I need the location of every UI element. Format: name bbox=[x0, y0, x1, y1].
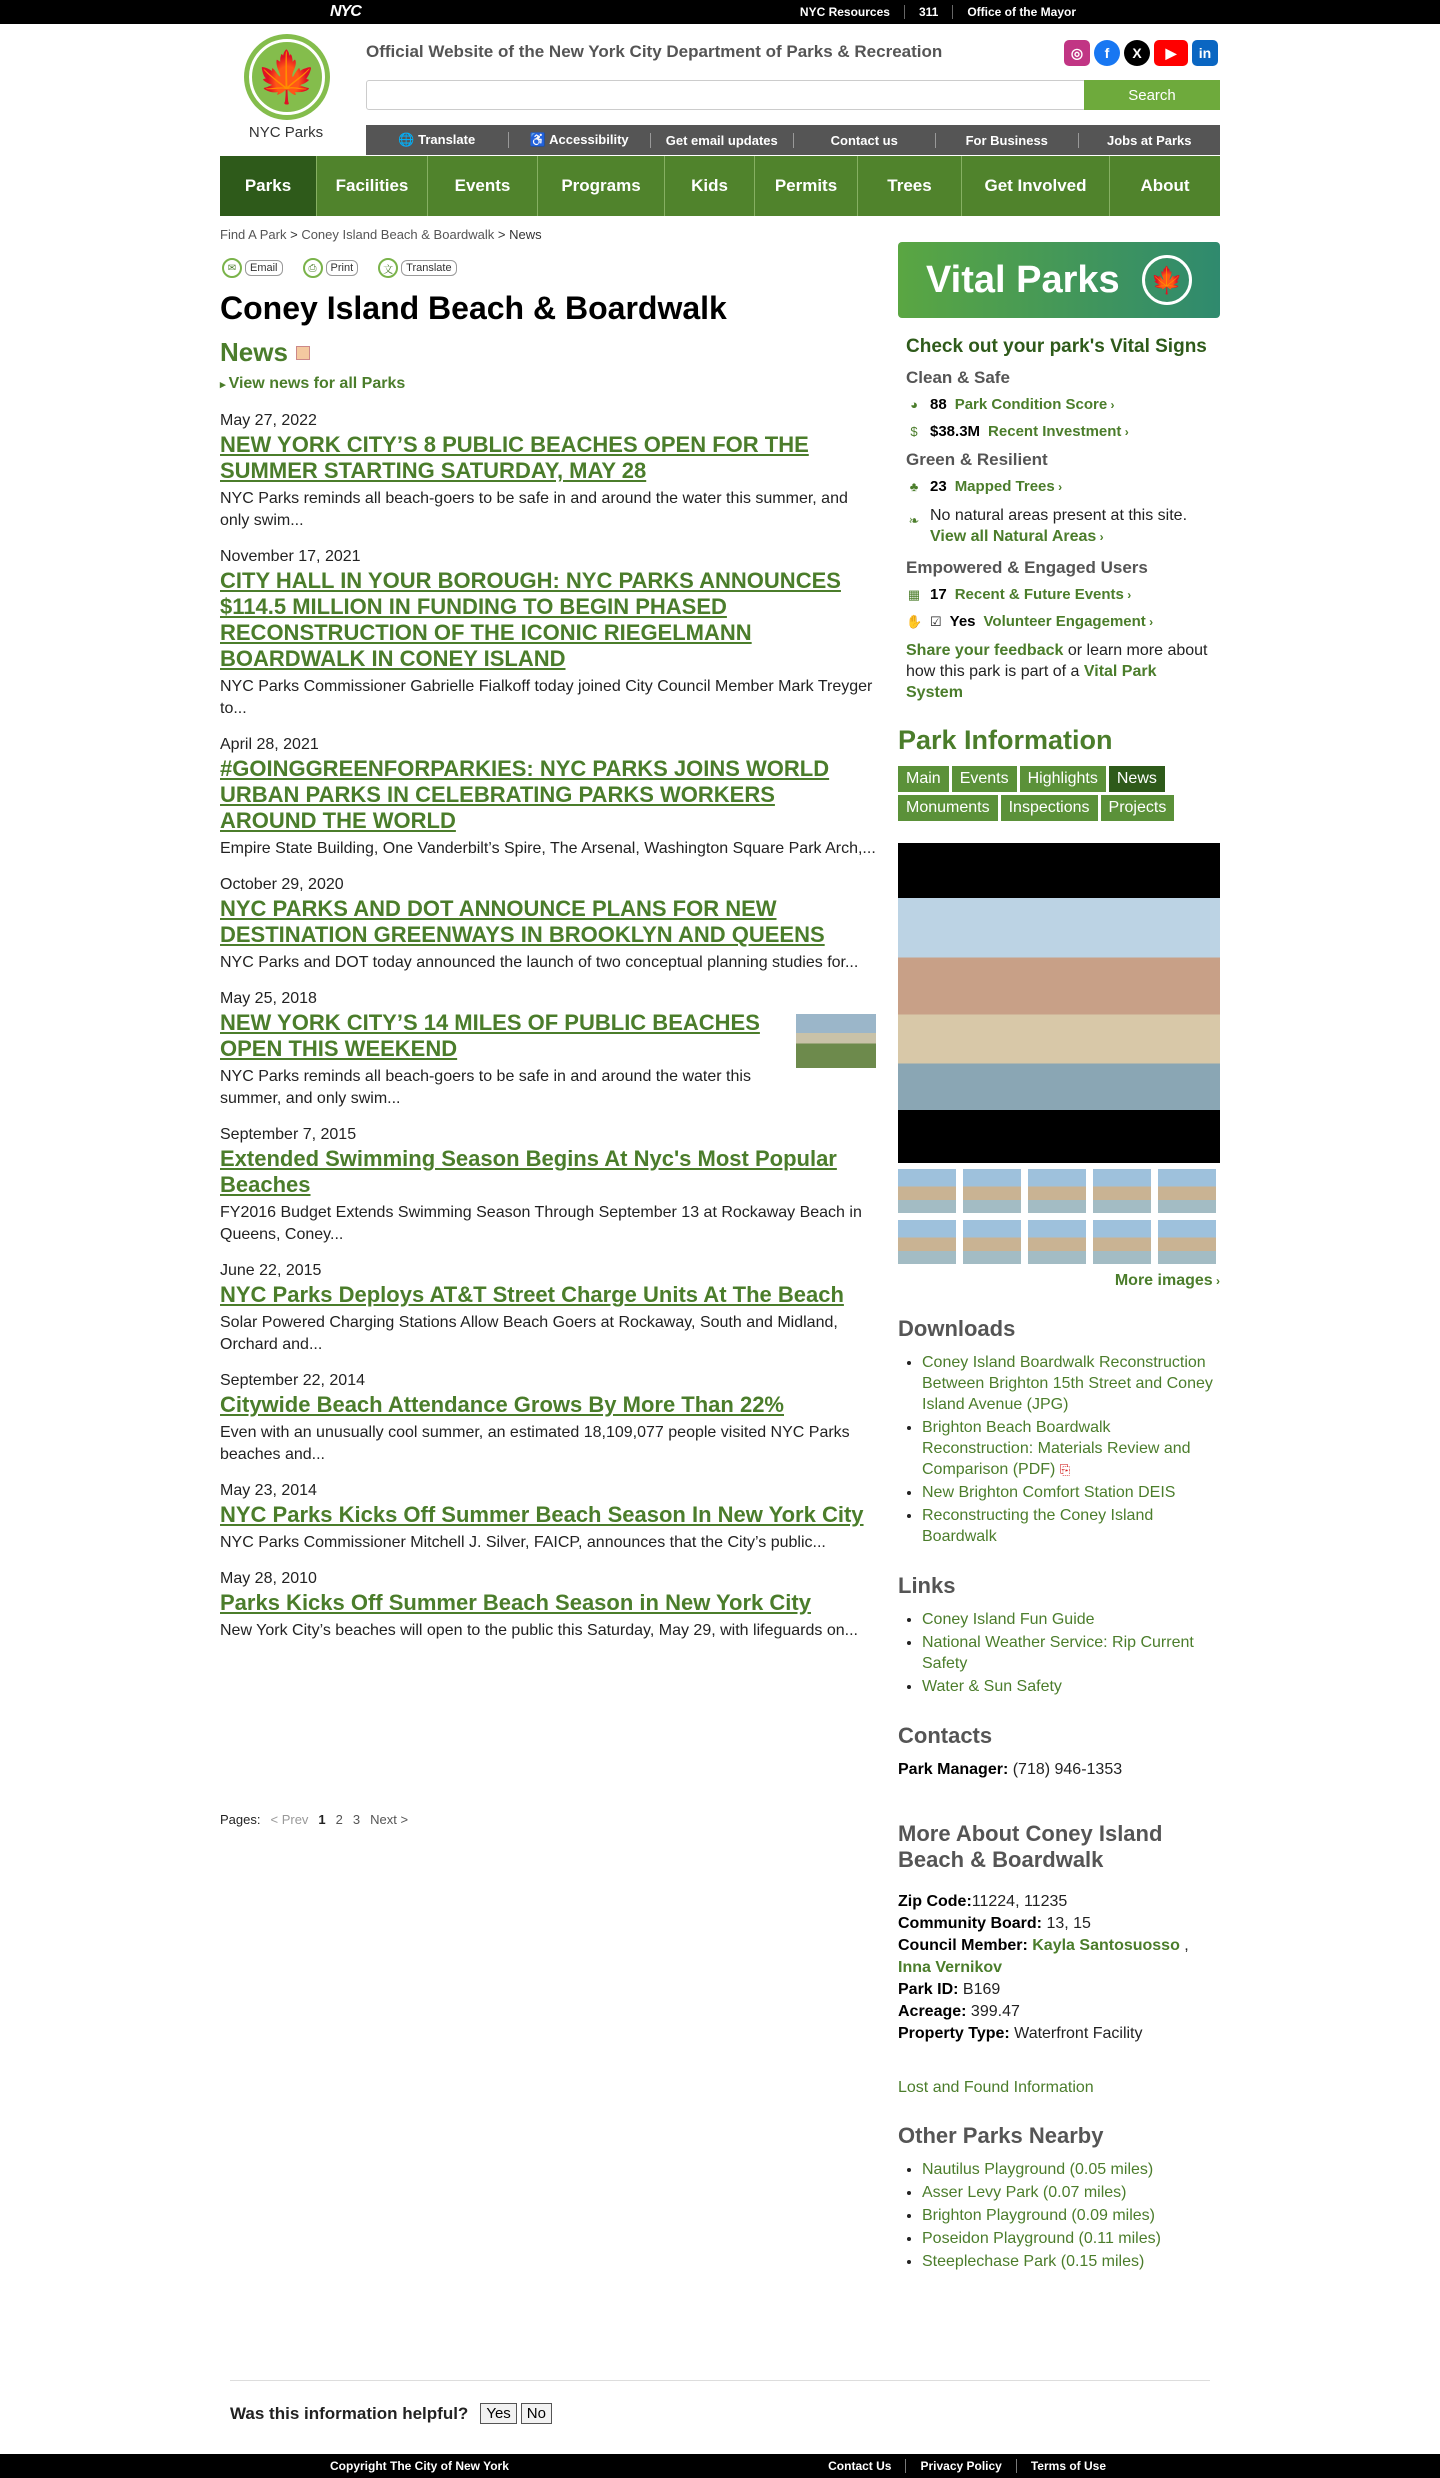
pager-label: Pages: bbox=[220, 1812, 261, 1827]
list-item bbox=[922, 1632, 1220, 1674]
util-jobs[interactable]: Jobs at Parks bbox=[1078, 133, 1221, 148]
tab-monuments[interactable]: Monuments bbox=[898, 795, 998, 821]
util-business[interactable]: For Business bbox=[935, 133, 1078, 148]
nav-permits[interactable]: Permits bbox=[755, 156, 858, 216]
park-details bbox=[898, 1891, 1220, 2045]
lost-found bbox=[898, 2079, 1220, 2097]
nav-get-involved[interactable]: Get Involved bbox=[962, 156, 1110, 216]
thumbnail[interactable] bbox=[1028, 1220, 1086, 1264]
thumbnail[interactable] bbox=[1028, 1169, 1086, 1213]
translate-tool[interactable] bbox=[378, 258, 456, 278]
site-title: Official Website of the New York City Department of Parks & Recreation bbox=[366, 42, 943, 61]
money-icon: $ bbox=[910, 423, 918, 439]
news-item bbox=[220, 1126, 876, 1246]
download-link[interactable]: Brighton Beach Boardwalk Reconstruction: Materials Review and Comparison (PDF) bbox=[922, 1419, 1191, 1478]
page-tools bbox=[222, 258, 457, 278]
feedback-text: or learn more about how this park is part of a bbox=[906, 642, 1208, 680]
condition-row bbox=[906, 396, 1212, 413]
news-description: FY2016 Budget Extends Swimming Season Through September 13 at Rockaway Beach in Queens, Coney... bbox=[220, 1204, 862, 1243]
print-icon: ⎙ bbox=[303, 258, 323, 278]
pager-page-1: 1 bbox=[318, 1812, 326, 1827]
news-title-link[interactable]: Extended Swimming Season Begins At Nyc's Most Popular Beaches bbox=[220, 1146, 837, 1197]
translate-icon: 🌐 bbox=[398, 132, 415, 147]
links-list bbox=[898, 1609, 1220, 1697]
more-images bbox=[898, 1272, 1220, 1290]
vital-parks-banner[interactable] bbox=[898, 242, 1220, 318]
list-item bbox=[922, 2182, 1220, 2203]
news-date: September 7, 2015 bbox=[220, 1126, 357, 1143]
links-heading: Links bbox=[898, 1573, 956, 1598]
list-item bbox=[922, 1609, 1220, 1630]
acreage-row bbox=[898, 2001, 1220, 2023]
nav-facilities[interactable]: Facilities bbox=[317, 156, 428, 216]
downloads-heading: Downloads bbox=[898, 1316, 1016, 1341]
vital-signs-heading: Check out your park's Vital Signs bbox=[906, 336, 1207, 357]
news-date: June 22, 2015 bbox=[220, 1262, 322, 1279]
nearby-park-link[interactable]: Brighton Playground (0.09 miles) bbox=[922, 2207, 1156, 2224]
footer-contact[interactable]: Contact Us bbox=[828, 2459, 892, 2473]
pager-page-2[interactable]: 2 bbox=[335, 1812, 343, 1827]
rss-icon[interactable] bbox=[296, 346, 310, 360]
nav-kids[interactable]: Kids bbox=[665, 156, 755, 216]
events-link[interactable]: Recent & Future Events › bbox=[955, 586, 1132, 603]
news-description: Even with an unusually cool summer, an estimated 18,109,077 people visited NYC Parks beaches and... bbox=[220, 1424, 850, 1463]
search-button[interactable]: Search bbox=[1084, 80, 1220, 110]
helpful-yes-button[interactable]: Yes bbox=[480, 2403, 516, 2424]
news-title-link[interactable]: NYC Parks Kicks Off Summer Beach Season In New York City bbox=[220, 1502, 864, 1527]
top-links bbox=[786, 0, 1090, 24]
list-item bbox=[922, 2205, 1220, 2226]
checkbox-icon: ☑ bbox=[930, 613, 942, 629]
breadcrumb-park[interactable]: Coney Island Beach & Boardwalk bbox=[301, 227, 495, 242]
engaged-heading: Empowered & Engaged Users bbox=[906, 558, 1148, 577]
news-description: NYC Parks reminds all beach-goers to be safe in and around the water this summer, and only swim... bbox=[220, 490, 848, 529]
pdf-icon: ⎘ bbox=[1059, 1462, 1071, 1477]
news-item bbox=[220, 736, 876, 860]
trees-row bbox=[906, 478, 1212, 495]
natural-areas-link[interactable]: View all Natural Areas › bbox=[930, 528, 1104, 545]
tab-news[interactable]: News bbox=[1109, 766, 1165, 792]
investment-value: $38.3M bbox=[930, 423, 981, 440]
logo-text[interactable]: NYC Parks bbox=[248, 124, 324, 141]
downloads-list bbox=[898, 1352, 1220, 1547]
trees-link[interactable]: Mapped Trees › bbox=[955, 478, 1062, 495]
thumbnail[interactable] bbox=[898, 1220, 956, 1264]
news-date: November 17, 2021 bbox=[220, 548, 361, 565]
list-item bbox=[922, 2159, 1220, 2180]
news-date: October 29, 2020 bbox=[220, 876, 344, 893]
acreage-value: 399.47 bbox=[966, 2003, 1020, 2020]
park-info-heading: Park Information bbox=[898, 725, 1113, 755]
volunteer-link[interactable]: Volunteer Engagement › bbox=[984, 613, 1154, 630]
condition-link[interactable]: Park Condition Score › bbox=[955, 396, 1115, 413]
news-description: NYC Parks reminds all beach-goers to be safe in and around the water this summer, and only swim... bbox=[220, 1068, 751, 1107]
calendar-icon: ▦ bbox=[907, 586, 921, 602]
park-manager-label: Park Manager: bbox=[898, 1761, 1009, 1778]
cb-label: Community Board: bbox=[898, 1915, 1042, 1932]
more-images-link[interactable]: More images › bbox=[1115, 1272, 1220, 1289]
thumbnail[interactable] bbox=[963, 1169, 1021, 1213]
pager-next[interactable]: Next > bbox=[370, 1812, 409, 1827]
helpful-feedback bbox=[230, 2380, 1210, 2424]
instagram-icon[interactable]: ◎ bbox=[1064, 40, 1090, 66]
print-tool[interactable] bbox=[303, 258, 359, 278]
news-item bbox=[220, 1262, 876, 1356]
lost-found-link[interactable]: Lost and Found Information bbox=[898, 2079, 1094, 2096]
facebook-icon[interactable]: f bbox=[1094, 40, 1120, 66]
thumbnail[interactable] bbox=[1158, 1169, 1216, 1213]
news-item bbox=[220, 412, 876, 532]
zip-value: 11224, 11235 bbox=[971, 1893, 1068, 1910]
council-label: Council Member: bbox=[898, 1937, 1028, 1954]
sidebar bbox=[898, 242, 1220, 2274]
list-item bbox=[922, 1482, 1220, 1503]
footer-links bbox=[814, 2454, 1120, 2478]
clean-safe-heading: Clean & Safe bbox=[906, 368, 1010, 387]
vital-feedback bbox=[906, 640, 1212, 703]
news-item bbox=[220, 1372, 876, 1466]
image-slideshow[interactable] bbox=[898, 843, 1220, 1163]
nearby-park-link[interactable]: Nautilus Playground (0.05 miles) bbox=[922, 2161, 1154, 2178]
gauge-icon: ◕ bbox=[910, 396, 918, 412]
list-item bbox=[922, 2251, 1220, 2272]
council-sep: , bbox=[1179, 1937, 1189, 1954]
download-link[interactable]: New Brighton Comfort Station DEIS bbox=[922, 1484, 1176, 1501]
news-list bbox=[220, 412, 876, 1658]
news-description: Solar Powered Charging Stations Allow Beach Goers at Rockaway, South and Midland, Orchard and... bbox=[220, 1314, 838, 1353]
top-bar bbox=[0, 0, 1440, 24]
tab-events[interactable]: Events bbox=[952, 766, 1017, 792]
image-thumbnails bbox=[898, 1169, 1220, 1264]
footer bbox=[0, 2454, 1440, 2478]
news-heading bbox=[220, 337, 310, 368]
breadcrumb-current: News bbox=[509, 227, 542, 242]
more-about-heading: More About Coney Island Beach & Boardwalk bbox=[898, 1821, 1163, 1872]
investment-link[interactable]: Recent Investment › bbox=[988, 423, 1129, 440]
news-title-link[interactable]: Parks Kicks Off Summer Beach Season in New York City bbox=[220, 1590, 811, 1615]
linkedin-icon[interactable]: in bbox=[1192, 40, 1218, 66]
footer-terms[interactable]: Terms of Use bbox=[1016, 2459, 1120, 2473]
util-accessibility[interactable] bbox=[508, 132, 651, 148]
council-member-link[interactable]: Inna Vernikov bbox=[898, 1959, 1003, 1976]
search-input[interactable] bbox=[366, 80, 1086, 110]
news-item bbox=[220, 1482, 876, 1554]
leaf-icon: 🍁 bbox=[1142, 255, 1192, 305]
download-link[interactable]: Reconstructing the Coney Island Boardwalk bbox=[922, 1507, 1154, 1545]
breadcrumb-find-a-park[interactable]: Find A Park bbox=[220, 227, 287, 242]
volunteer-value: Yes bbox=[949, 613, 976, 630]
green-heading: Green & Resilient bbox=[906, 450, 1048, 469]
tab-highlights[interactable]: Highlights bbox=[1020, 766, 1106, 792]
page-title: Coney Island Beach & Boardwalk bbox=[220, 290, 727, 326]
top-link-311[interactable]: 311 bbox=[904, 5, 952, 19]
footer-privacy[interactable]: Privacy Policy bbox=[905, 2459, 1015, 2473]
tab-projects[interactable]: Projects bbox=[1101, 795, 1175, 821]
council-row bbox=[898, 1935, 1220, 1979]
breadcrumb bbox=[220, 227, 542, 242]
news-date: May 28, 2010 bbox=[220, 1570, 317, 1587]
events-row bbox=[906, 586, 1212, 603]
cb-value: 13, 15 bbox=[1042, 1915, 1091, 1932]
utility-nav bbox=[366, 125, 1220, 155]
property-type-row bbox=[898, 2023, 1220, 2045]
news-title-link[interactable]: #GOINGGREENFORPARKIES: NYC PARKS JOINS WORLD URBAN PARKS IN CELEBRATING PARKS WORKERS AROUND THE WORLD bbox=[220, 756, 830, 833]
list-item bbox=[922, 1505, 1220, 1547]
news-date: April 28, 2021 bbox=[220, 736, 319, 753]
news-title-link[interactable]: NYC PARKS AND DOT ANNOUNCE PLANS FOR NEW DESTINATION GREENWAYS IN BROOKLYN AND QUEENS bbox=[220, 896, 825, 947]
news-title-link[interactable]: CITY HALL IN YOUR BOROUGH: NYC PARKS ANNOUNCES $114.5 MILLION IN FUNDING TO BEGIN PHASED RECONSTRUCTION OF THE ICONIC RIEGELMANN BOARDWALK IN CONEY ISLAND bbox=[220, 568, 841, 671]
news-title-link[interactable]: Citywide Beach Attendance Grows By More Than 22% bbox=[220, 1392, 784, 1417]
news-item bbox=[220, 876, 876, 974]
breadcrumb-sep: > bbox=[494, 227, 510, 242]
x-icon[interactable]: X bbox=[1124, 40, 1150, 66]
thumbnail[interactable] bbox=[1093, 1169, 1151, 1213]
cb-row bbox=[898, 1913, 1220, 1935]
news-date: May 25, 2018 bbox=[220, 990, 317, 1007]
news-thumbnail[interactable] bbox=[796, 1014, 876, 1068]
accessibility-icon: ♿ bbox=[529, 132, 547, 147]
external-link[interactable]: Coney Island Fun Guide bbox=[922, 1611, 1095, 1628]
handshake-icon: ✋ bbox=[906, 613, 923, 629]
translate-icon: 文 bbox=[378, 258, 398, 278]
list-item bbox=[922, 2228, 1220, 2249]
park-id-row bbox=[898, 1979, 1220, 2001]
news-description: NYC Parks Commissioner Mitchell J. Silver, FAICP, announces that the City’s public... bbox=[220, 1534, 826, 1551]
events-value: 17 bbox=[930, 586, 947, 603]
natural-row bbox=[906, 505, 1212, 548]
social-links bbox=[1064, 40, 1218, 66]
acreage-label: Acreage: bbox=[898, 2003, 967, 2020]
nearby-park-link[interactable]: Poseidon Playground (0.11 miles) bbox=[922, 2230, 1161, 2247]
nearby-park-link[interactable]: Steeplechase Park (0.15 miles) bbox=[922, 2253, 1145, 2270]
news-item bbox=[220, 1570, 876, 1642]
trees-value: 23 bbox=[930, 478, 947, 495]
download-link[interactable]: Coney Island Boardwalk Reconstruction Between Brighton 15th Street and Coney Island Avenue (JPG) bbox=[922, 1354, 1213, 1413]
nearby-park-link[interactable]: Asser Levy Park (0.07 miles) bbox=[922, 2184, 1127, 2201]
news-title-link[interactable]: NEW YORK CITY’S 14 MILES OF PUBLIC BEACHES OPEN THIS WEEKEND bbox=[220, 1010, 760, 1061]
util-email-updates[interactable]: Get email updates bbox=[650, 133, 793, 148]
news-date: September 22, 2014 bbox=[220, 1372, 365, 1389]
top-link-nyc-resources[interactable]: NYC Resources bbox=[799, 5, 890, 19]
thumbnail[interactable] bbox=[898, 1169, 956, 1213]
util-translate[interactable] bbox=[366, 132, 508, 148]
news-description: NYC Parks and DOT today announced the launch of two conceptual planning studies for... bbox=[220, 954, 859, 971]
view-all-news-link[interactable]: ▸ View news for all Parks bbox=[220, 375, 405, 393]
list-item bbox=[922, 1352, 1220, 1415]
email-tool[interactable] bbox=[222, 258, 283, 278]
zip-label: Zip Code: bbox=[898, 1893, 972, 1910]
nearby-list bbox=[898, 2159, 1220, 2272]
main-nav bbox=[220, 156, 1220, 216]
thumbnail[interactable] bbox=[1158, 1220, 1216, 1264]
vital-system-link[interactable]: Vital Park System bbox=[906, 663, 1157, 701]
park-manager-phone: (718) 946-1353 bbox=[1008, 1761, 1123, 1778]
news-item bbox=[220, 990, 876, 1110]
nyc-logo[interactable]: NYC bbox=[330, 3, 361, 20]
volunteer-row bbox=[906, 613, 1212, 630]
breadcrumb-sep: > bbox=[286, 227, 302, 242]
print-tool-label: Print bbox=[326, 260, 359, 276]
news-description: NYC Parks Commissioner Gabrielle Fialkoff today joined City Council Member Mark Treyger to... bbox=[220, 678, 873, 717]
news-description: New York City’s beaches will open to the public this Saturday, May 29, with lifeguards on... bbox=[220, 1622, 858, 1639]
helpful-question: Was this information helpful? bbox=[230, 2403, 469, 2423]
util-translate-label: Translate bbox=[418, 132, 476, 147]
list-item bbox=[922, 1417, 1220, 1480]
news-date: May 27, 2022 bbox=[220, 412, 317, 429]
park-info-tabs bbox=[898, 766, 1178, 821]
news-description: Empire State Building, One Vanderbilt’s Spire, The Arsenal, Washington Square Park Arch,... bbox=[220, 840, 876, 857]
natural-text bbox=[930, 505, 1187, 548]
natural-text-value: No natural areas present at this site. bbox=[930, 507, 1188, 524]
leaf-small-icon: ❧ bbox=[908, 513, 920, 528]
park-manager bbox=[898, 1759, 1220, 1781]
tree-icon: ♣ bbox=[909, 478, 919, 494]
nav-about[interactable]: About bbox=[1140, 176, 1190, 195]
park-id-label: Park ID: bbox=[898, 1981, 959, 1998]
nearby-heading: Other Parks Nearby bbox=[898, 2123, 1104, 2148]
pager-page-3[interactable]: 3 bbox=[352, 1812, 361, 1827]
vital-parks-title: Vital Parks bbox=[926, 258, 1120, 301]
park-photo bbox=[898, 898, 1220, 1110]
email-icon: ✉ bbox=[222, 258, 242, 278]
news-item bbox=[220, 548, 876, 720]
top-link-mayor[interactable]: Office of the Mayor bbox=[952, 5, 1090, 19]
email-tool-label: Email bbox=[245, 260, 283, 276]
property-type-label: Property Type: bbox=[898, 2025, 1010, 2042]
feedback-link[interactable]: Share your feedback bbox=[906, 642, 1064, 659]
youtube-icon[interactable]: ▶ bbox=[1154, 40, 1188, 66]
copyright: Copyright The City of New York bbox=[330, 2459, 509, 2473]
external-link[interactable]: Water & Sun Safety bbox=[922, 1678, 1062, 1695]
nyc-parks-leaf-icon[interactable]: 🍁 bbox=[244, 34, 330, 120]
list-item bbox=[922, 1676, 1220, 1697]
news-title-link[interactable]: NYC Parks Deploys AT&T Street Charge Units At The Beach bbox=[220, 1282, 844, 1307]
condition-value: 88 bbox=[930, 396, 947, 413]
nav-trees[interactable]: Trees bbox=[858, 156, 962, 216]
property-type-value: Waterfront Facility bbox=[1009, 2025, 1143, 2042]
tab-main[interactable]: Main bbox=[898, 766, 949, 792]
investment-row bbox=[906, 423, 1212, 440]
util-contact[interactable]: Contact us bbox=[793, 133, 936, 148]
park-id-value: B169 bbox=[958, 1981, 1001, 1998]
nav-parks[interactable]: Parks bbox=[220, 156, 317, 216]
news-heading-text: News bbox=[220, 337, 288, 367]
thumbnail[interactable] bbox=[1093, 1220, 1151, 1264]
tab-inspections[interactable]: Inspections bbox=[1001, 795, 1098, 821]
nav-events[interactable]: Events bbox=[428, 156, 538, 216]
nav-programs[interactable]: Programs bbox=[538, 156, 665, 216]
external-link[interactable]: National Weather Service: Rip Current Safety bbox=[922, 1634, 1194, 1672]
council-member-link[interactable]: Kayla Santosuosso bbox=[1032, 1937, 1180, 1954]
helpful-no-button[interactable]: No bbox=[521, 2403, 552, 2424]
zip-row bbox=[898, 1891, 1220, 1913]
contacts-heading: Contacts bbox=[898, 1723, 993, 1748]
util-accessibility-label: Accessibility bbox=[549, 132, 629, 147]
pager bbox=[220, 1812, 408, 1827]
translate-tool-label: Translate bbox=[401, 260, 456, 276]
pager-prev: < Prev bbox=[270, 1812, 309, 1827]
thumbnail[interactable] bbox=[963, 1220, 1021, 1264]
news-title-link[interactable]: NEW YORK CITY’S 8 PUBLIC BEACHES OPEN FOR THE SUMMER STARTING SATURDAY, MAY 28 bbox=[220, 432, 809, 483]
news-date: May 23, 2014 bbox=[220, 1482, 317, 1499]
